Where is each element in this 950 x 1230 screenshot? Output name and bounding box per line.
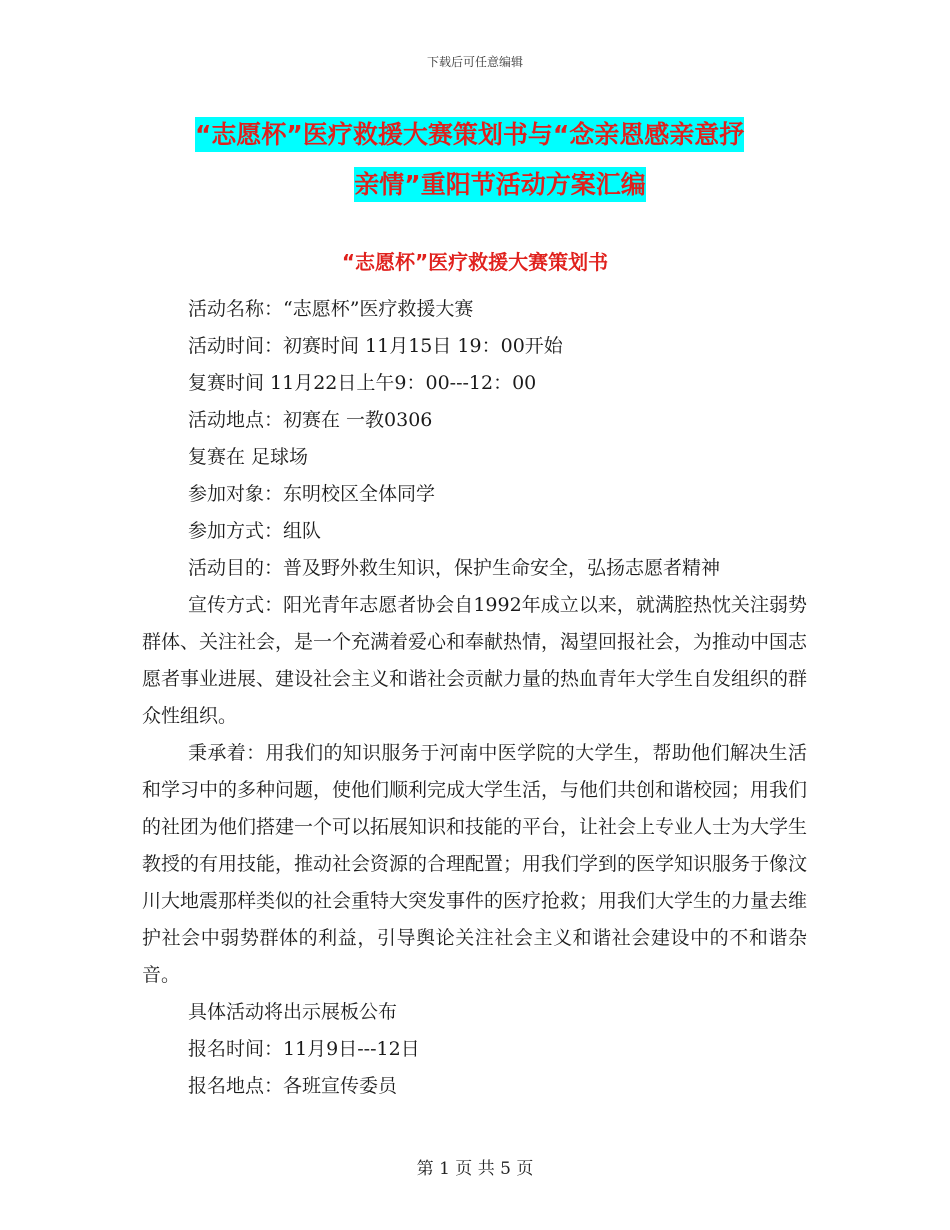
title-line-2: 亲情”重阳节活动方案汇编	[354, 167, 645, 202]
page-header-note: 下载后可任意编辑	[426, 55, 523, 69]
document-body	[142, 291, 807, 1105]
rematch-time-line: 复赛时间 11月22日上午9：00---12：00	[188, 372, 537, 394]
rematch-location-line: 复赛在 足球场	[188, 446, 309, 468]
activity-time-line: 活动时间：初赛时间 11月15日 19：00开始	[188, 335, 563, 357]
document-title	[195, 110, 805, 210]
title-line-1: “志愿杯”医疗救援大赛策划书与“念亲恩感亲意抒	[195, 117, 744, 152]
participation-mode-line: 参加方式：组队	[188, 520, 322, 542]
activity-purpose-line: 活动目的：普及野外救生知识，保护生命安全，弘扬志愿者精神	[188, 557, 721, 579]
participants-line: 参加对象：东明校区全体同学	[188, 483, 436, 505]
page-number: 第 1 页 共 5 页	[416, 1159, 534, 1179]
section-title: “志愿杯”医疗救援大赛策划书	[341, 250, 609, 274]
announcement-line: 具体活动将出示展板公布	[188, 1001, 398, 1023]
publicity-paragraph: 宣传方式：阳光青年志愿者协会自1992年成立以来，就满腔热忱关注弱势群体、关注社会，是一个充满着爱心和奉献热情，渴望回报社会，为推动中国志愿者事业进展、建设社会主义和谐社会贡献力量的热血青年大学生自发组织的群众性组织。	[142, 594, 808, 727]
mission-paragraph: 秉承着：用我们的知识服务于河南中医学院的大学生，帮助他们解决生活和学习中的多种问题，使他们顺利完成大学生活，与他们共创和谐校园；用我们的社团为他们搭建一个可以拓展知识和技能的平台，让社会上专业人士为大学生教授的有用技能，推动社会资源的合理配置；用我们学到的医学知识服务于像汶川大地震那样类似的社会重特大突发事件的医疗抢救；用我们大学生的力量去维护社会中弱势群体的利益，引导舆论关注社会主义和谐社会建设中的不和谐杂音。	[142, 742, 808, 986]
registration-location-line: 报名地点：各班宣传委员	[188, 1075, 398, 1097]
registration-time-line: 报名时间：11月9日---12日	[188, 1038, 420, 1060]
activity-location-line: 活动地点：初赛在 一教0306	[188, 409, 433, 431]
activity-name-line: 活动名称：“志愿杯”医疗救援大赛	[188, 298, 474, 320]
